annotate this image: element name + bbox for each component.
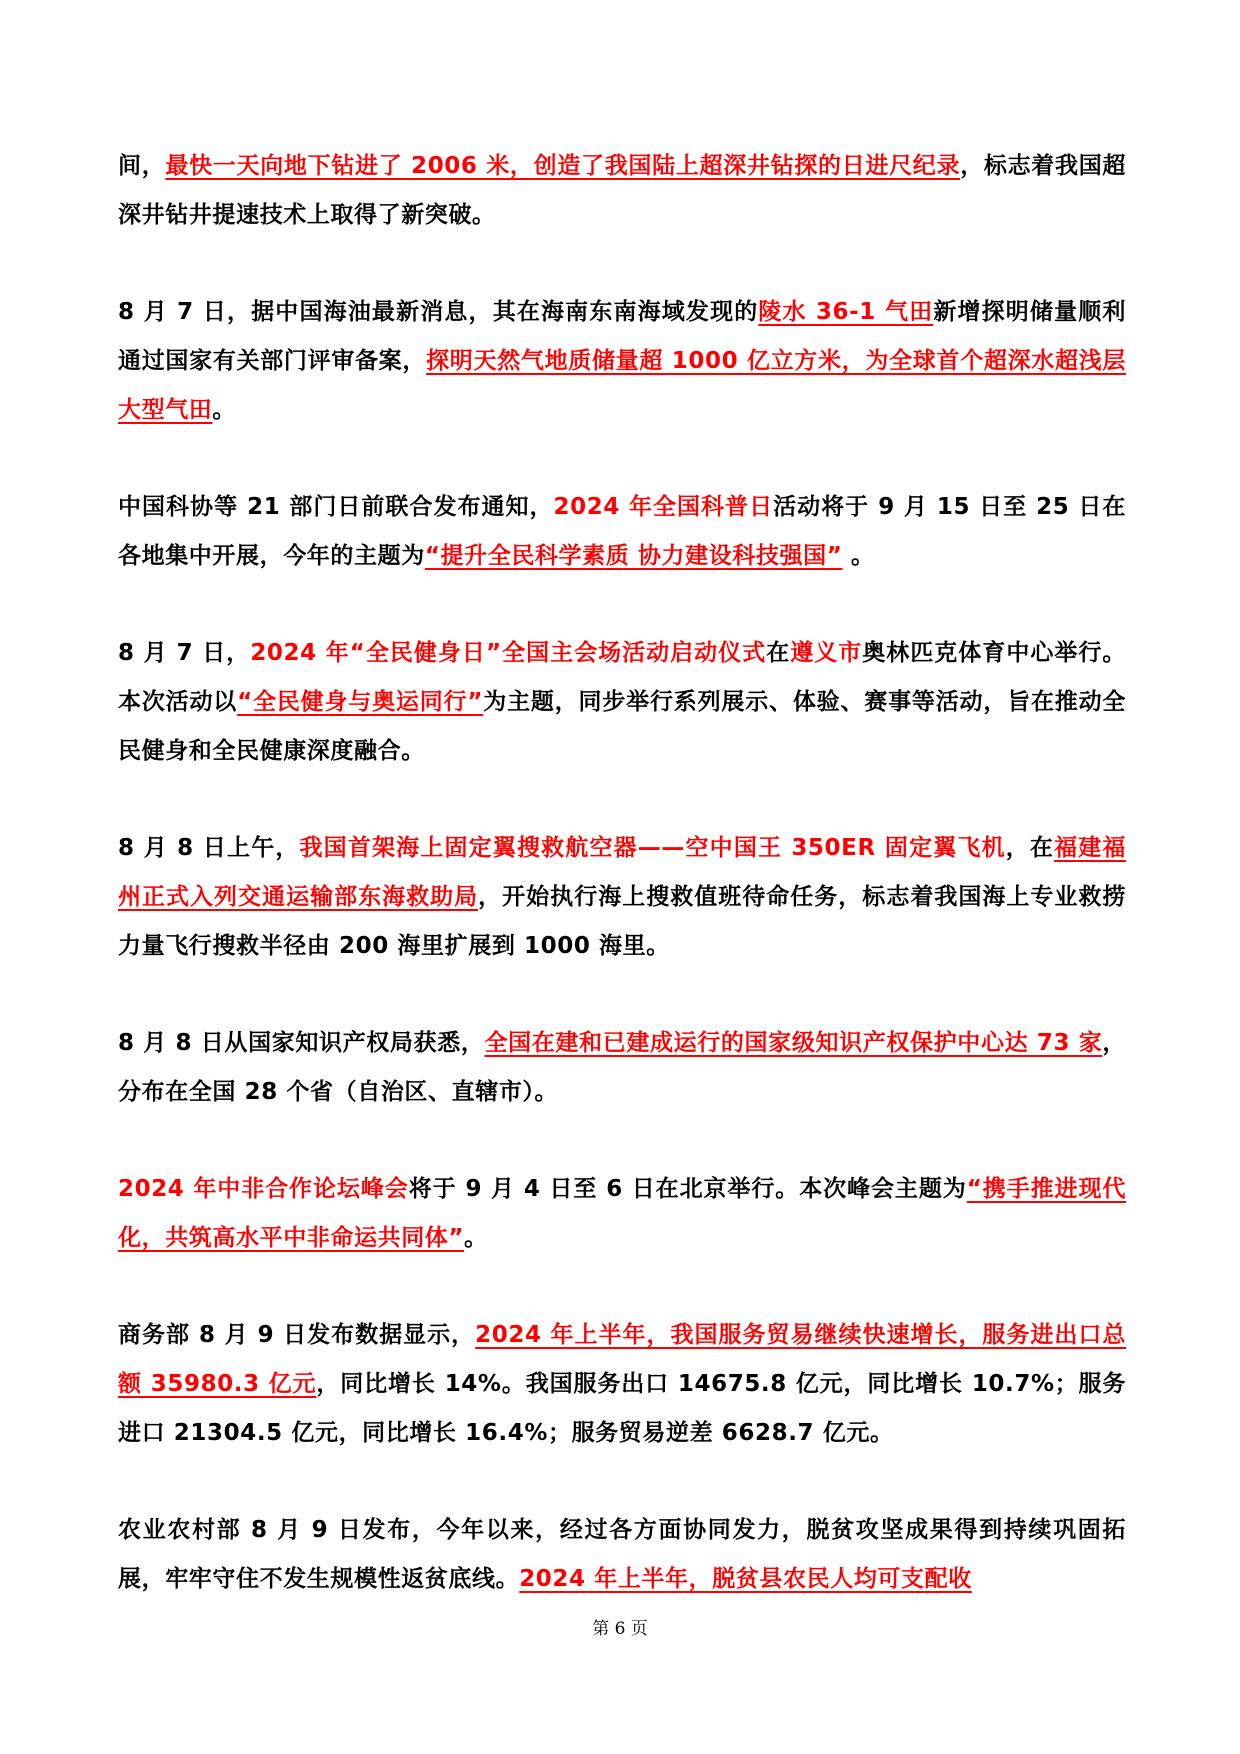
- body-text: 活动将于 9 月 15 日至 25 日在各地集中开展，今年的主题为: [118, 494, 1126, 569]
- body-text: 8 月 8 日上午，: [118, 835, 300, 861]
- paragraph: [118, 824, 1126, 971]
- paragraph: [118, 1311, 1126, 1458]
- highlighted-text: 遵义市: [790, 640, 863, 666]
- body-text: 在: [766, 640, 791, 666]
- body-text: 8 月 7 日，据中国海油最新消息，其在海南东南海域发现的: [118, 299, 759, 325]
- body-text: 8 月 8 日从国家知识产权局获悉，: [118, 1030, 485, 1056]
- highlighted-underlined-text: 探明天然气地质储量超 1000 亿立方米，为全球首个超深水超浅层大型气田: [118, 348, 1126, 423]
- highlighted-text: 2024 年中非合作论坛峰会: [118, 1176, 409, 1202]
- paragraph: [118, 1019, 1126, 1117]
- highlighted-text: 2024 年全国科普日: [553, 494, 774, 520]
- paragraph: [118, 483, 1126, 581]
- body-text: ，在: [1005, 835, 1055, 861]
- highlighted-underlined-text: 福建福州正式入列交通运输部东海救助局: [118, 835, 1126, 910]
- paragraph: [118, 288, 1126, 435]
- body-text: 新增探明储量顺利通过国家有关部门评审备案，: [118, 299, 1126, 374]
- body-text: ，开始执行海上搜救值班待命任务，标志着我国海上专业救捞力量飞行搜救半径由 200 海里扩展到 1000 海里。: [118, 884, 1127, 959]
- highlighted-underlined-text: 全国在建和已建成运行的国家级知识产权保护中心达 73 家: [484, 1030, 1103, 1056]
- highlighted-underlined-text: 最快一天向地下钻进了 2006 米，创造了我国陆上超深井钻探的日进尺纪录: [165, 153, 961, 179]
- body-text: ，分布在全国 28 个省（自治区、直辖市）。: [118, 1030, 1126, 1105]
- paragraph: [118, 1165, 1126, 1263]
- body-text: 农业农村部 8 月 9 日发布，今年以来，经过各方面协同发力，脱贫攻坚成果得到持续巩固拓展，牢牢守住不发生规模性返贫底线。: [118, 1517, 1126, 1592]
- body-text: 将于 9 月 4 日至 6 日在北京举行。本次峰会主题为: [408, 1176, 967, 1202]
- highlighted-underlined-text: “全民健身与奥运同行”: [237, 689, 484, 715]
- body-text: ，标志着我国超深井钻井提速技术上取得了新突破。: [118, 153, 1126, 228]
- paragraph: [118, 142, 1126, 240]
- highlighted-underlined-text: “携手推进现代化，共筑高水平中非命运共同体”: [118, 1176, 1126, 1251]
- body-text: 商务部 8 月 9 日发布数据显示，: [118, 1322, 476, 1348]
- highlighted-underlined-text: “提升全民科学素质 协力建设科技强国”: [424, 543, 843, 569]
- highlighted-underlined-text: 2024 年上半年，我国服务贸易继续快速增长，服务进出口总额 35980.3 亿元: [118, 1322, 1127, 1397]
- body-text: 中国科协等 21 部门日前联合发布通知，: [118, 494, 554, 520]
- body-text: 奥林匹克体育中心举行。本次活动以: [118, 640, 1126, 715]
- body-text: 。: [464, 1225, 488, 1251]
- body-text: 8 月 7 日，: [118, 640, 251, 666]
- highlighted-underlined-text: 2024 年上半年，脱贫县农民人均可支配收: [519, 1566, 972, 1592]
- page-number: 第 6 页: [592, 1619, 648, 1639]
- body-text: ，同比增长 14%。我国服务出口 14675.8 亿元，同比增长 10.7%；服务进口 21304.5 亿元，同比增长 16.4%；服务贸易逆差 6628.7 亿元。: [118, 1371, 1126, 1446]
- paragraph: [118, 629, 1126, 776]
- body-text: 间，: [118, 153, 166, 179]
- highlighted-underlined-text: 陵水 36-1 气田: [758, 299, 934, 325]
- body-text: 。: [842, 543, 875, 569]
- highlighted-text: 2024 年“全民健身日”全国主会场活动启动仪式: [250, 640, 767, 666]
- body-text: 为主题，同步举行系列展示、体验、赛事等活动，旨在推动全民健身和全民健康深度融合。: [118, 689, 1127, 764]
- highlighted-text: 我国首架海上固定翼搜救航空器——空中国王 350ER 固定翼飞机: [299, 835, 1006, 861]
- body-text: 。: [212, 397, 237, 423]
- paragraph: [118, 1506, 1126, 1604]
